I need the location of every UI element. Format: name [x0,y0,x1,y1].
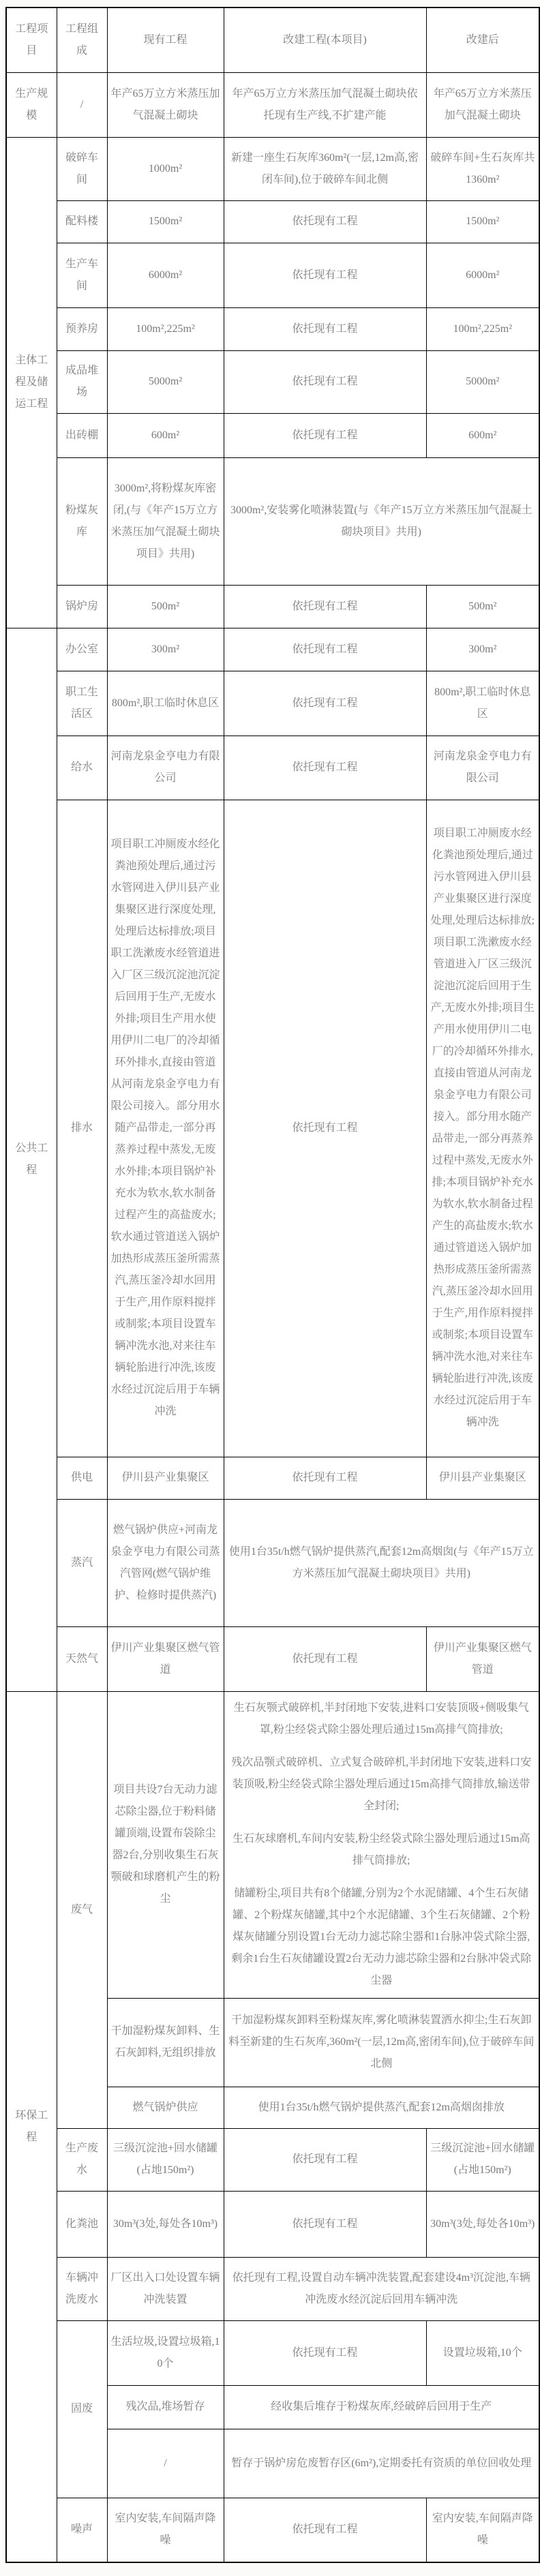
cell-batching-after: 1500m² [426,200,539,243]
header-project-item: 工程项目 [6,7,57,72]
cell-scale-existing: 年产65万立方米蒸压加气混凝土砌块 [107,72,224,137]
cell-vehicle-existing: 厂区出入口处设置车辆冲洗装置 [107,2257,224,2320]
cell-noise-after: 室内安装,车间隔声降噪 [426,2498,539,2562]
cell-prodwaste-existing: 三级沉淀池+回水储罐(占地150m²) [107,2128,224,2191]
cell-noise-comp: 噪声 [57,2498,107,2562]
cell-stockyard-existing: 5000m² [107,350,224,413]
cell-production-existing: 6000m² [107,243,224,307]
header-project-composition: 工程组成 [57,7,107,72]
cell-precure-after: 100m²,225m² [426,307,539,350]
cell-wastegas-comp: 废气 [57,1691,107,2128]
cell-staff-after: 800m²,职工临时休息区 [426,671,539,736]
table-row [6,1691,539,1998]
cell-flyash-existing: 3000m²,将粉煤灰库密闭,(与《年产15万立方米蒸压加气混凝土砌块项目》共用) [107,457,224,585]
cell-drainage-rebuild: 依托现有工程 [224,800,426,1457]
cell-brickshed-existing: 600m² [107,413,224,457]
cell-wastegas-b-existing: 干加湿粉煤灰卸料、生石灰卸料,无组织排放 [107,1998,224,2087]
table-row [6,628,539,671]
table-row [6,2128,539,2191]
cell-stockyard-comp: 成品堆场 [57,350,107,413]
group-public-works: 公共工程 [6,628,57,1691]
cell-septic-existing: 30m³(3处,每处各10m³) [107,2191,224,2257]
cell-batching-comp: 配料楼 [57,200,107,243]
cell-scale-comp: / [57,72,107,137]
cell-production-rebuild: 依托现有工程 [224,243,426,307]
cell-power-rebuild: 依托现有工程 [224,1457,426,1499]
header-existing-project: 现有工程 [107,7,224,72]
cell-crush-rebuild: 新建一座生石灰库360m²(一层,12m高,密闭车间),位于破碎车间北侧 [224,137,426,200]
cell-office-after: 300m² [426,628,539,671]
cell-crush-existing: 1000m² [107,137,224,200]
cell-prodwaste-after: 三级沉淀池+回水储罐(占地150m²) [426,2128,539,2191]
cell-drainage-existing: 项目职工冲厕废水经化粪池预处理后,通过污水管网进入伊川县产业集聚区进行深度处理,处理后达标排放;项目职工洗漱废水经管道进入厂区三级沉淀池沉淀后回用于生产,无废水外排;项目生产用水使用伊川二电厂的冷却循环外排水,直接由管道从河南龙泉金亨电力有限公司接入。部分用水随产品带走,一部分再蒸养过程中蒸发,无废水外排;本项目锅炉补充水为软水,软水制备过程产生的高盐废水;软水通过管道送入锅炉加热形成蒸压釜所需蒸汽,蒸压釜冷却水回用于生产,用作原料搅拌或制浆;本项目设置车辆冲洗水池,对来往车辆轮胎进行冲洗,该废水经过沉淀后用于车辆冲洗 [107,800,224,1457]
cell-flyash-comp: 粉煤灰库 [57,457,107,585]
wastegas-paragraph: 残次品颚式破碎机、立式复合破碎机,半封闭地下安装,进料口安装顶吸,粉尘经袋式除尘器处理后通过15m高排气筒排放,输送带全封闭; [231,1757,532,1812]
cell-solid-c-existing: / [107,2429,224,2498]
cell-staff-rebuild: 依托现有工程 [224,671,426,736]
project-composition-table [5,7,540,2563]
cell-production-comp: 生产车间 [57,243,107,307]
wastegas-paragraph: 生石灰球磨机,车间内安装,粉尘经袋式除尘器处理后通过15m高排气筒排放; [232,1833,530,1866]
cell-brickshed-comp: 出砖棚 [57,413,107,457]
cell-stockyard-after: 5000m² [426,350,539,413]
table-row [6,200,539,243]
table-row [6,137,539,200]
cell-solid-a-after: 设置垃圾箱,10个 [426,2320,539,2385]
cell-office-comp: 办公室 [57,628,107,671]
cell-drainage-after: 项目职工冲厕废水经化粪池预处理后,通过污水管网进入伊川县产业集聚区进行深度处理,处理后达标排放;项目职工洗漱废水经管道进入厂区三级沉淀池沉淀后回用于生产,无废水外排;项目生产用水使用伊川二电厂的冷却循环外排水,直接由管道从河南龙泉金亨电力有限公司接入。部分用水随产品带走,一部分再蒸养过程中蒸发,无废水外排;本项目锅炉补充水为软水,软水制备过程产生的高盐废水;软水通过管道送入锅炉加热形成蒸压釜所需蒸汽,蒸压釜冷却水回用于生产,用作原料搅拌或制浆;本项目设置车辆冲洗水池,对来往车辆轮胎进行冲洗,该废水经过沉淀后用于车辆冲洗 [426,800,539,1457]
cell-crush-comp: 破碎车间 [57,137,107,200]
table-row [6,800,539,1457]
cell-water-supply-comp: 给水 [57,736,107,800]
cell-boiler-after: 500m² [426,585,539,628]
cell-solid-comp: 固废 [57,2320,107,2498]
cell-wastegas-c-existing: 燃气锅炉供应 [107,2087,224,2128]
cell-solid-a-rebuild: 依托现有工程 [224,2320,426,2385]
table-row [6,1499,539,1626]
cell-staff-existing: 800m²,职工临时休息区 [107,671,224,736]
cell-boiler-comp: 锅炉房 [57,585,107,628]
group-production-scale: 生产规模 [6,72,57,137]
cell-precure-existing: 100m²,225m² [107,307,224,350]
cell-scale-after: 年产65万立方米蒸压加气混凝土砌块 [426,72,539,137]
cell-precure-comp: 预养房 [57,307,107,350]
table-row [6,243,539,307]
table-row [6,1457,539,1499]
table-row [6,307,539,350]
cell-wastegas-a-existing: 项目共设7台无动力滤芯除尘器,位于粉料储罐顶端,设置布袋除尘器2台,分别收集生石灰颚破和球磨机产生的粉尘 [107,1691,224,1998]
cell-stockyard-rebuild: 依托现有工程 [224,350,426,413]
cell-power-comp: 供电 [57,1457,107,1499]
cell-prodwaste-comp: 生产废水 [57,2128,107,2191]
cell-solid-b-rebuild: 经收集后堆存于粉煤灰库,经破碎后回用于生产 [224,2385,539,2429]
cell-wastegas-c-rebuild: 使用1台35t/h燃气锅炉提供蒸汽,配套12m高烟囱排放 [224,2087,539,2128]
wastegas-paragraph: 储罐粉尘,项目共有8个储罐,分别为2个水泥储罐、4个生石灰储罐、2个粉煤灰储罐,其中2个水泥储罐、3个生石灰储罐、2个粉煤灰储罐分别设置1台无动力滤芯除尘器和1台脉冲袋式除尘器,剩余1台生石灰储罐设置2台无动力滤芯除尘器和2台脉冲袋式除尘器 [231,1888,532,1986]
table-row [6,72,539,137]
header-rebuild-project: 改建工程(本项目) [224,7,426,72]
cell-solid-b-existing: 残次品,堆场暂存 [107,2385,224,2429]
table-row [6,2257,539,2320]
cell-drainage-comp: 排水 [57,800,107,1457]
cell-steam-comp: 蒸汽 [57,1499,107,1626]
cell-steam-existing: 燃气锅炉供应+河南龙泉金亨电力有限公司蒸汽管网(燃气锅炉维护、检修时提供蒸汽) [107,1499,224,1626]
group-environmental-works: 环保工程 [6,1691,57,2562]
cell-prodwaste-rebuild: 依托现有工程 [224,2128,426,2191]
cell-wastegas-b-rebuild: 干加湿粉煤灰卸料至粉煤灰库,雾化喷淋装置洒水抑尘;生石灰卸料至新建的生石灰库,360m²(一层,12m高,密闭车间),位于破碎车间北侧 [224,1998,539,2087]
cell-solid-a-existing: 生活垃圾,设置垃圾箱,10个 [107,2320,224,2385]
table-row [6,457,539,585]
table-row [6,585,539,628]
cell-gas-rebuild: 依托现有工程 [224,1626,426,1691]
cell-brickshed-rebuild: 依托现有工程 [224,413,426,457]
cell-crush-after: 破碎车间+生石灰库共1360m² [426,137,539,200]
cell-water-supply-existing: 河南龙泉金亨电力有限公司 [107,736,224,800]
cell-steam-rebuild: 使用1台35t/h燃气锅炉提供蒸汽,配套12m高烟囱(与《年产15万立方米蒸压加气混凝土砌块项目》共用) [224,1499,539,1626]
cell-noise-rebuild: 依托现有工程 [224,2498,426,2562]
cell-water-supply-after: 河南龙泉金亨电力有限公司 [426,736,539,800]
cell-office-existing: 300m² [107,628,224,671]
header-after-rebuild: 改建后 [426,7,539,72]
group-main-works: 主体工程及储运工程 [6,137,57,628]
table-header-row [6,7,539,72]
wastegas-paragraph: 生石灰颚式破碎机,半封闭地下安装,进料口安装顶吸+侧吸集气罩,粉尘经袋式除尘器处理后通过15m高排气筒排放; [233,1702,529,1736]
table-row [6,2498,539,2562]
cell-septic-after: 30m³(3处,每处各10m³) [426,2191,539,2257]
cell-boiler-rebuild: 依托现有工程 [224,585,426,628]
table-row [6,736,539,800]
cell-production-after: 6000m² [426,243,539,307]
cell-gas-existing: 伊川产业集聚区燃气管道 [107,1626,224,1691]
cell-septic-rebuild: 依托现有工程 [224,2191,426,2257]
table-row [6,2191,539,2257]
table-row [6,2320,539,2385]
cell-vehicle-comp: 车辆冲洗废水 [57,2257,107,2320]
table-row [6,350,539,413]
cell-vehicle-rebuild: 依托现有工程,设置自动车辆冲洗装置,配套建设4m³沉淀池,车辆冲洗废水经沉淀后回用车辆冲洗 [224,2257,539,2320]
cell-noise-existing: 室内安装,车间隔声降噪 [107,2498,224,2562]
cell-power-existing: 伊川县产业集聚区 [107,1457,224,1499]
cell-water-supply-rebuild: 依托现有工程 [224,736,426,800]
cell-precure-rebuild: 依托现有工程 [224,307,426,350]
cell-batching-rebuild: 依托现有工程 [224,200,426,243]
cell-staff-comp: 职工生活区 [57,671,107,736]
cell-batching-existing: 1500m² [107,200,224,243]
cell-brickshed-after: 600m² [426,413,539,457]
table-row [6,413,539,457]
cell-solid-c-rebuild: 暂存于锅炉房危废暂存区(6m²),定期委托有资质的单位回收处理 [224,2429,539,2498]
cell-power-after: 伊川县产业集聚区 [426,1457,539,1499]
table-row [6,671,539,736]
cell-office-rebuild: 依托现有工程 [224,628,426,671]
cell-boiler-existing: 500m² [107,585,224,628]
cell-gas-after: 伊川产业集聚区燃气管道 [426,1626,539,1691]
cell-flyash-rebuild: 3000m²,安装雾化喷淋装置(与《年产15万立方米蒸压加气混凝土砌块项目》共用) [224,457,539,585]
cell-gas-comp: 天然气 [57,1626,107,1691]
cell-scale-rebuild: 年产65万立方米蒸压加气混凝土砌块依托现有生产线,不扩建产能 [224,72,426,137]
table-row [6,1626,539,1691]
cell-septic-comp: 化粪池 [57,2191,107,2257]
cell-wastegas-a-rebuild [224,1691,539,1998]
